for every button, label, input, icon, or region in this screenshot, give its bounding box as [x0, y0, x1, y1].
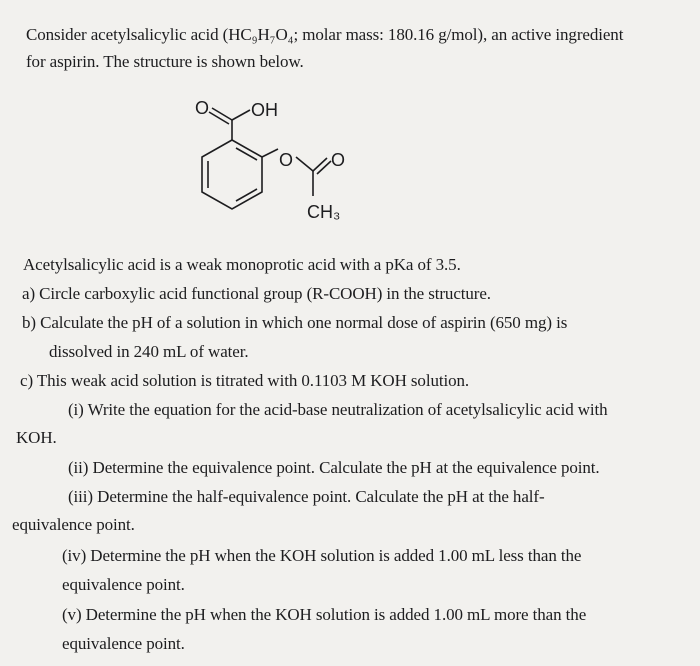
aspirin-structure[interactable] — [150, 92, 380, 242]
question-c-iii-line-1: (iii) Determine the half-equivalence point. Calculate the pH at the half- — [68, 487, 545, 506]
intro-line-1: Consider acetylsalicylic acid (HC₉H₇O₄; molar mass: 180.16 g/mol), an active ingredient — [26, 25, 624, 44]
bond-c-o-double-b — [209, 112, 229, 124]
question-c-i-line-1: (i) Write the equation for the acid-base neutralization of acetylsalicylic acid with — [68, 400, 608, 419]
question-b-line-1: b) Calculate the pH of a solution in which one normal dose of aspirin (650 mg) is — [22, 313, 568, 332]
question-c-iv-line-1: (iv) Determine the pH when the KOH solution is added 1.00 mL less than the — [62, 546, 582, 565]
bond-c-o-double-a — [212, 108, 232, 120]
ring-inner-bond-1 — [236, 148, 257, 160]
question-c-i-line-2: KOH. — [16, 428, 57, 447]
question-b-line-2: dissolved in 240 mL of water. — [49, 342, 249, 361]
question-c-v-line-2: equivalence point. — [62, 634, 185, 653]
label-o-top: O — [195, 98, 210, 118]
bond-ring-to-o-ester — [262, 149, 278, 157]
bond-c-to-o-carbonyl-a — [313, 158, 327, 171]
bond-o-to-c-ester — [296, 157, 313, 171]
pka-statement: Acetylsalicylic acid is a weak monoprotic acid with a pKa of 3.5. — [23, 255, 461, 274]
question-c: c) This weak acid solution is titrated with 0.1103 M KOH solution. — [20, 371, 470, 390]
bond-c-oh — [232, 110, 250, 120]
label-ch3: CH₃ — [307, 202, 341, 222]
question-c-iv-line-2: equivalence point. — [62, 575, 185, 594]
benzene-ring — [202, 140, 262, 209]
question-c-ii: (ii) Determine the equivalence point. Calculate the pH at the equivalence point. — [68, 458, 600, 477]
question-c-iii-line-2: equivalence point. — [12, 515, 135, 534]
bond-c-to-o-carbonyl-b — [317, 161, 331, 174]
ring-inner-bond-3 — [236, 189, 257, 201]
label-o-ester: O — [279, 150, 294, 170]
label-o-carbonyl: O — [331, 150, 346, 170]
intro-line-2: for aspirin. The structure is shown below. — [26, 52, 304, 71]
question-a: a) Circle carboxylic acid functional group (R-COOH) in the structure. — [22, 284, 491, 303]
label-oh: OH — [251, 100, 278, 120]
question-c-v-line-1: (v) Determine the pH when the KOH solution is added 1.00 mL more than the — [62, 605, 587, 624]
